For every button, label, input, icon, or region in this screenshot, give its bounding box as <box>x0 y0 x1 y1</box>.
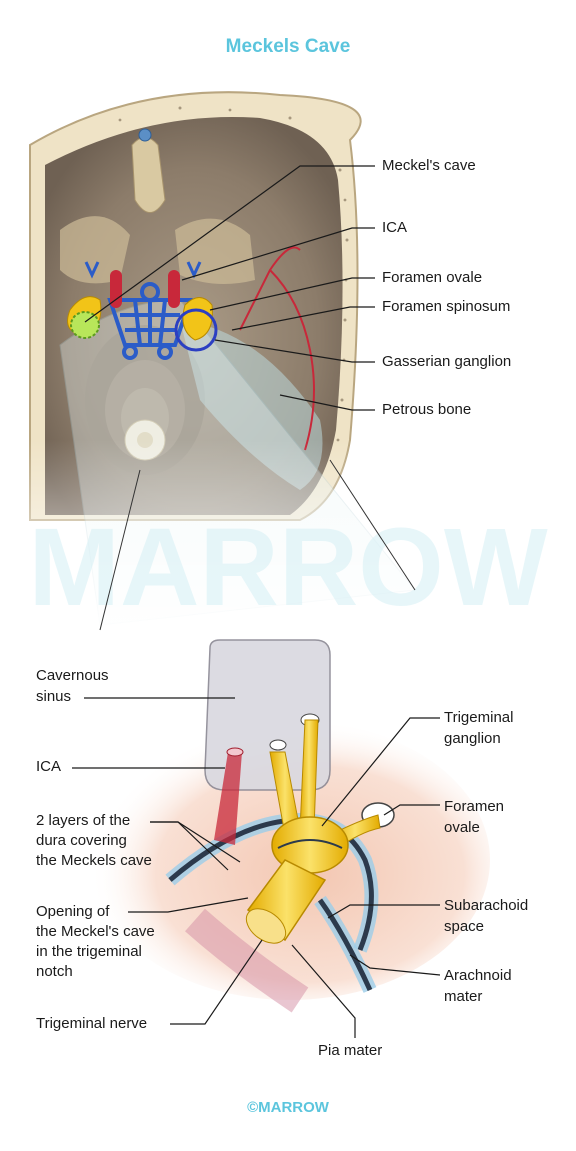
meckels-cave-detail <box>90 640 490 1000</box>
label-arachnoid-line2: mater <box>444 988 483 1005</box>
footer-copyright: ©MARROW <box>247 1099 329 1116</box>
label-opening-line2: the Meckel's cave <box>36 923 155 940</box>
label-ica-top: ICA <box>382 219 408 236</box>
label-cavernous-sinus-line2: sinus <box>36 688 72 705</box>
label-subarachoid-line2: space <box>444 918 485 935</box>
label-arachnoid-line1: Arachnoid <box>444 967 512 984</box>
meckels-cave-marker <box>71 312 99 338</box>
label-foramen-ovale-line1: Foramen <box>444 798 505 815</box>
sinus-dot <box>139 129 151 141</box>
watermark: MARROW <box>28 506 548 629</box>
label-opening-line4: notch <box>36 963 73 980</box>
ica-right <box>168 270 180 308</box>
label-trigeminal-ganglion-line1: Trigeminal <box>444 709 514 726</box>
label-dura-line2: dura covering <box>36 832 127 849</box>
label-trigeminal-nerve: Trigeminal nerve <box>36 1015 148 1032</box>
label-dura-line1: 2 layers of the <box>36 812 131 829</box>
label-petrous-bone: Petrous bone <box>382 401 472 418</box>
label-subarachoid-line1: Subarachoid <box>444 897 529 914</box>
label-dura-line3: the Meckels cave <box>36 852 152 869</box>
label-ica-bottom: ICA <box>36 758 62 775</box>
label-trigeminal-ganglion-line2: ganglion <box>444 730 501 747</box>
page-title: Meckels Cave <box>225 36 351 57</box>
label-foramen-ovale-line2: ovale <box>444 819 480 836</box>
label-foramen-spinosum: Foramen spinosum <box>382 298 511 315</box>
label-cavernous-sinus-line1: Cavernous <box>36 667 109 684</box>
label-opening-line3: in the trigeminal <box>36 943 142 960</box>
label-foramen-ovale-top: Foramen ovale <box>382 269 483 286</box>
label-pia-mater: Pia mater <box>318 1042 383 1059</box>
label-opening-line1: Opening of <box>36 903 110 920</box>
label-meckels-cave: Meckel's cave <box>382 157 476 174</box>
label-gasserian-ganglion: Gasserian ganglion <box>382 353 512 370</box>
